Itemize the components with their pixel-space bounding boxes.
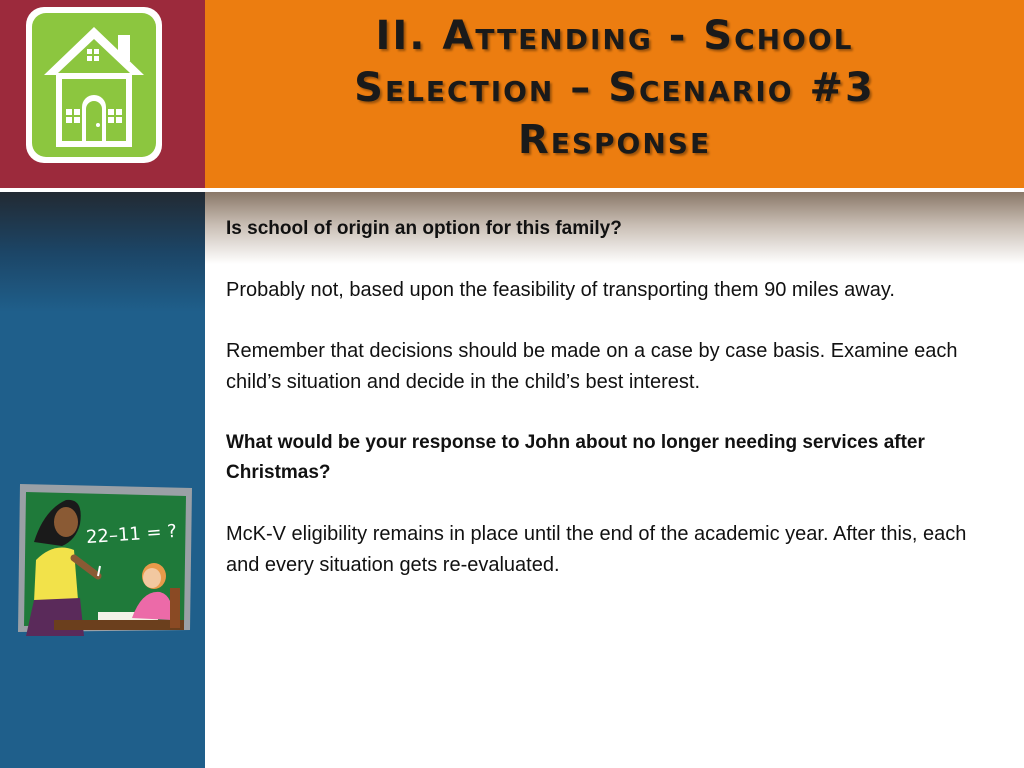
logo-panel: [0, 0, 205, 188]
house-logo: [26, 7, 162, 163]
chalkboard-equation: 22–11 = ?: [85, 520, 178, 549]
house-icon: [32, 13, 156, 157]
slide-body: [226, 214, 996, 580]
house-logo-background: [32, 13, 156, 157]
question-school-of-origin: Is school of origin an option for this family?: [226, 218, 622, 239]
slide-title-line-3: Response: [517, 117, 712, 163]
teacher-chalkboard-illustration: [14, 480, 196, 640]
answer-case-by-case: Remember that decisions should be made on a case by case basis. Examine each child’s situation and decide in the child’s best interest.: [226, 340, 958, 393]
answer-eligibility: McK-V eligibility remains in place until the end of the academic year. After this, each and every situation gets re-evaluated.: [226, 523, 967, 576]
slide-title: [205, 10, 1024, 166]
answer-feasibility: Probably not, based upon the feasibility of transporting them 90 miles away.: [226, 279, 895, 301]
slide-title-line-1: II. Attending - School: [375, 13, 854, 59]
slide-title-line-2: Selection – Scenario #3: [354, 65, 875, 111]
question-services-after-christmas: What would be your response to John about no longer needing services after Christmas?: [226, 431, 925, 483]
